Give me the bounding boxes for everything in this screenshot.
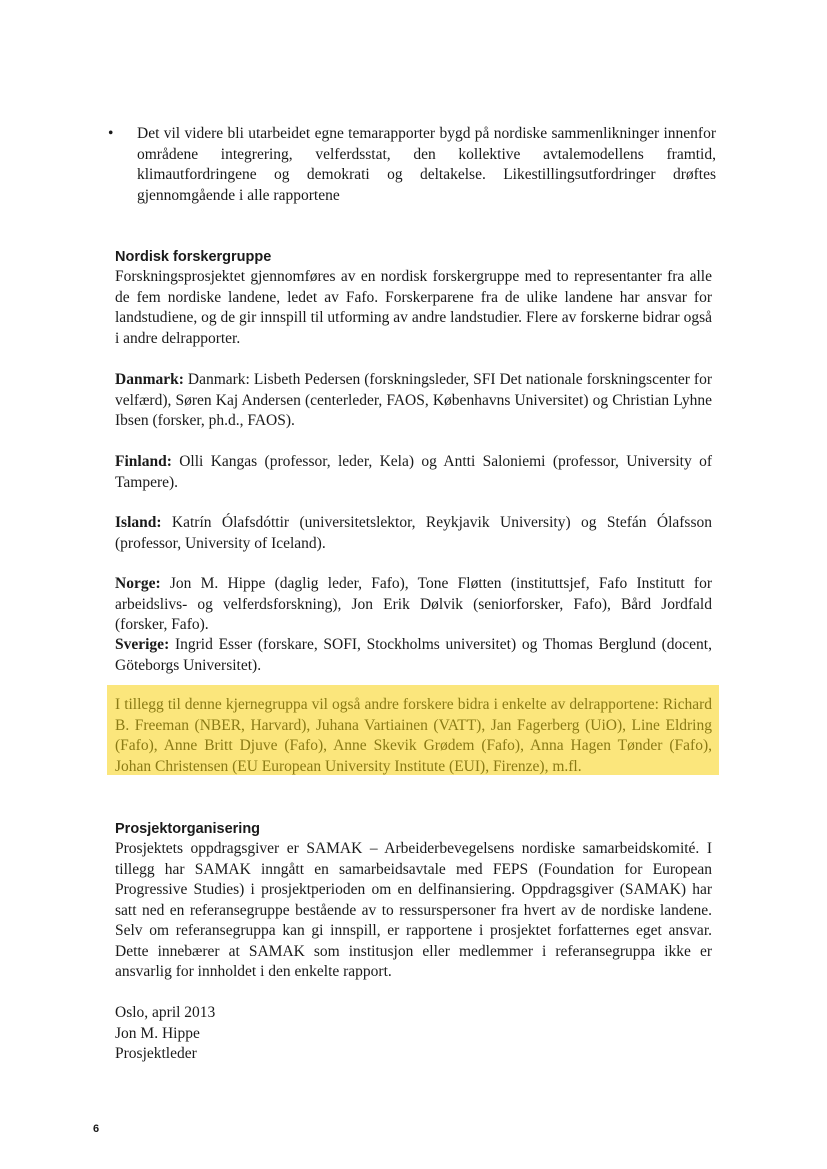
country-members: Jon M. Hippe (daglig leder, Fafo), Tone Fløtten (instituttsjef, Fafo Institutt for arbeidslivs- og velferdsforskning), Jon Erik Dølvik (seniorforsker, Fafo), Bård Jordfald (forsker, Fafo). <box>115 575 712 633</box>
signature-title: Prosjektleder <box>115 1045 197 1062</box>
research-group-section <box>115 247 712 349</box>
bullet-item <box>108 124 716 206</box>
country-sverige <box>115 635 712 676</box>
country-finland <box>115 452 712 493</box>
bullet-symbol: • <box>108 125 114 142</box>
organisation-text: Prosjektets oppdragsgiver er SAMAK – Arbeiderbevegelsens nordiske samarbeidskomité. I tillegg har SAMAK inngått en samarbeidsavtale med FEPS (Foundation for European Progressive Studies) i prosjektperioden om en delfinansiering. Oppdragsgiver (SAMAK) har satt ned en referansegruppe bestående av to ressurspersoner fra hvert av de nordiske landene. Selv om referansegruppa kan gi innspill, er rapportene i prosjektet forfatternes eget ansvar. Dette innebærer at SAMAK som institusjon eller medlemmer i referansegruppa ikke er ansvarlig for innholdet i den enkelte rapport. <box>115 840 712 980</box>
research-group-heading: Nordisk forskergruppe <box>115 249 272 265</box>
organisation-heading: Prosjektorganisering <box>115 821 261 837</box>
country-members: Katrín Ólafsdóttir (universitetslektor, Reykjavik University) og Stefán Ólafsson (professor, University of Iceland). <box>115 514 712 552</box>
signature-name: Jon M. Hippe <box>115 1024 200 1042</box>
country-island <box>115 513 712 554</box>
country-name: Danmark: <box>115 371 184 388</box>
bullet-text: Det vil videre bli utarbeidet egne temarapporter bygd på nordiske sammenlikninger innenfor områdene integrering, velferdsstat, den kollektive avtalemodellens framtid, klimautfordringene og demokrati og deltakelse. Likestillingsutfordringer drøftes gjennomgående i alle rapportene <box>137 125 716 204</box>
country-danmark <box>115 370 712 432</box>
signature-block <box>115 1003 712 1065</box>
signature-place-date: Oslo, april 2013 <box>115 1004 216 1021</box>
country-members: Danmark: Lisbeth Pedersen (forskningsleder, SFI Det nationale forskningscenter for velfærd), Søren Kaj Andersen (centerleder, FAOS, Københavns Universitet) og Christian Lyhne Ibsen (forsker, ph.d., FAOS). <box>115 371 712 429</box>
organisation-section <box>115 819 712 983</box>
country-name: Norge: <box>115 575 161 592</box>
country-norge <box>115 574 712 636</box>
country-members: Ingrid Esser (forskare, SOFI, Stockholms universitet) og Thomas Berglund (docent, Göteborgs Universitet). <box>115 636 712 674</box>
country-members: Olli Kangas (professor, leder, Kela) og Antti Saloniemi (professor, University of Tampere). <box>115 453 712 491</box>
research-group-intro: Forskningsprosjektet gjennomføres av en nordisk forskergruppe med to representanter fra alle de fem nordiske landene, ledet av Fafo. Forskerparene fra de ulike landene har ansvar for landstudiene, og de gir innspill til utforming av andre landstudier. Flere av forskerne bidrar også i andre delrapporter. <box>115 268 712 347</box>
page-number: 6 <box>93 1123 100 1135</box>
country-name: Island: <box>115 514 162 531</box>
country-name: Sverige: <box>115 636 170 653</box>
country-name: Finland: <box>115 453 172 470</box>
highlighted-paragraph: I tillegg til denne kjernegruppa vil også andre forskere bidra i enkelte av delrapportene: Richard B. Freeman (NBER, Harvard), Juhana Vartiainen (VATT), Jan Fagerberg (UiO), Line Eldring (Fafo), Anne Britt Djuve (Fafo), Anne Skevik Grødem (Fafo), Anna Hagen Tønder (Fafo), Johan Christensen (EU European University Institute (EUI), Firenze), m.fl. <box>115 696 712 775</box>
